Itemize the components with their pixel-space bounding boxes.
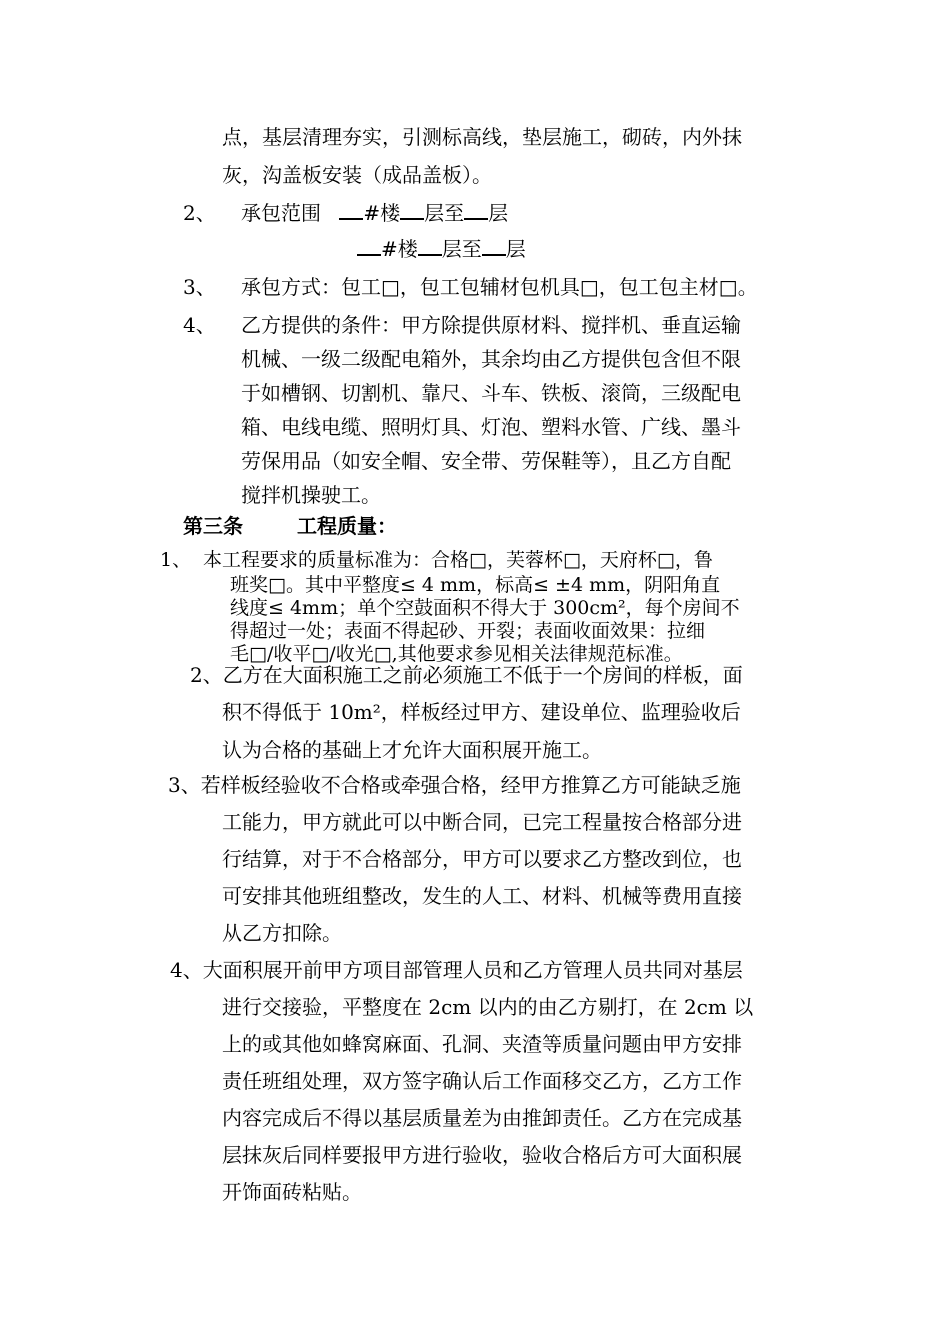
item3-number: 3、 <box>183 275 216 299</box>
item4-line-5: 劳保用品（如安全帽、安全带、劳保鞋等），且乙方自配 <box>241 449 731 473</box>
q1-line-4: 得超过一处；表面不得起砂、开裂；表面收面效果：拉细 <box>230 620 706 642</box>
q3-line-4: 可安排其他班组整改，发生的人工、材料、机械等费用直接 <box>222 884 742 908</box>
q4-line-5: 内容完成后不得以基层质量差为由推卸责任。乙方在完成基 <box>222 1106 742 1130</box>
floor-range-word: 层至 <box>424 201 465 225</box>
q4-line-6: 层抹灰后同样要报甲方进行验收，验收合格后方可大面积展 <box>222 1143 742 1167</box>
floor-end-word: 层 <box>488 201 509 225</box>
q3-line-1: 3、若样板经验收不合格或牵强合格，经甲方推算乙方可能缺乏施 <box>168 773 741 797</box>
q4-line-3: 上的或其他如蜂窝麻面、孔洞、夹渣等质量问题由甲方安排 <box>222 1032 742 1056</box>
q1-number: 1、 <box>160 549 192 571</box>
item2-row-1 <box>241 200 508 226</box>
item4-line-6: 搅拌机操驶工。 <box>241 483 381 507</box>
q4-line-1: 4、大面积展开前甲方项目部管理人员和乙方管理人员共同对基层 <box>170 958 743 982</box>
article-title: 工程质量： <box>297 514 397 538</box>
floor-word: #楼 <box>381 237 418 261</box>
item2-label: 承包范围 <box>241 201 321 225</box>
item3-text: 承包方式：包工□，包工包辅材包机具□，包工包主材□。 <box>241 275 758 299</box>
q1-line-2: 班奖□。其中平整度≤ 4 mm，标高≤ ±4 mm，阴阳角直 <box>230 574 721 596</box>
item2-number: 2、 <box>183 201 216 225</box>
q1-line-5: 毛□/收平□/收光□,其他要求参见相关法律规范标准。 <box>230 643 683 665</box>
item2-row-2 <box>357 236 526 262</box>
floor-blank <box>357 236 381 256</box>
q4-line-2: 进行交接验，平整度在 2cm 以内的由乙方剔打，在 2cm 以 <box>222 995 754 1019</box>
floor-word: #楼 <box>363 201 401 225</box>
floor-blank <box>400 200 424 220</box>
article-label: 第三条 <box>183 514 243 538</box>
item4-line-3: 于如槽钢、切割机、靠尺、斗车、铁板、滚筒，三级配电 <box>241 381 741 405</box>
scope-line-1: 点，基层清理夯实，引测标高线，垫层施工，砌砖，内外抹 <box>222 125 742 149</box>
q3-line-2: 工能力，甲方就此可以中断合同，已完工程量按合格部分进 <box>222 810 742 834</box>
floor-blank <box>464 200 488 220</box>
item4-line-1: 乙方提供的条件：甲方除提供原材料、搅拌机、垂直运输 <box>241 313 741 337</box>
q3-line-5: 从乙方扣除。 <box>222 921 342 945</box>
q4-line-7: 开饰面砖粘贴。 <box>222 1180 362 1204</box>
q4-line-4: 责任班组处理，双方签字确认后工作面移交乙方，乙方工作 <box>222 1069 742 1093</box>
floor-blank <box>482 236 506 256</box>
floor-range-word: 层至 <box>441 237 482 261</box>
q2-line-1: 2、乙方在大面积施工之前必须施工不低于一个房间的样板，面 <box>190 663 743 687</box>
q3-line-3: 行结算，对于不合格部分，甲方可以要求乙方整改到位，也 <box>222 847 742 871</box>
floor-blank <box>418 236 442 256</box>
q2-line-2: 积不得低于 10m²，样板经过甲方、建设单位、监理验收后 <box>222 700 741 724</box>
q2-line-3: 认为合格的基础上才允许大面积展开施工。 <box>222 738 602 762</box>
item4-line-2: 机械、一级二级配电箱外，其余均由乙方提供包含但不限 <box>241 347 741 371</box>
item4-number: 4、 <box>183 313 216 337</box>
q1-line-1: 本工程要求的质量标准为：合格□，芙蓉杯□，天府杯□，鲁 <box>203 549 713 571</box>
floor-end-word: 层 <box>505 237 526 261</box>
item4-line-4: 箱、电线电缆、照明灯具、灯泡、塑料水管、广线、墨斗 <box>241 415 741 439</box>
floor-blank <box>339 200 363 220</box>
q1-line-3: 线度≤ 4mm；单个空鼓面积不得大于 300cm²，每个房间不 <box>230 597 740 619</box>
scope-line-2: 灰，沟盖板安装（成品盖板）。 <box>222 163 492 187</box>
